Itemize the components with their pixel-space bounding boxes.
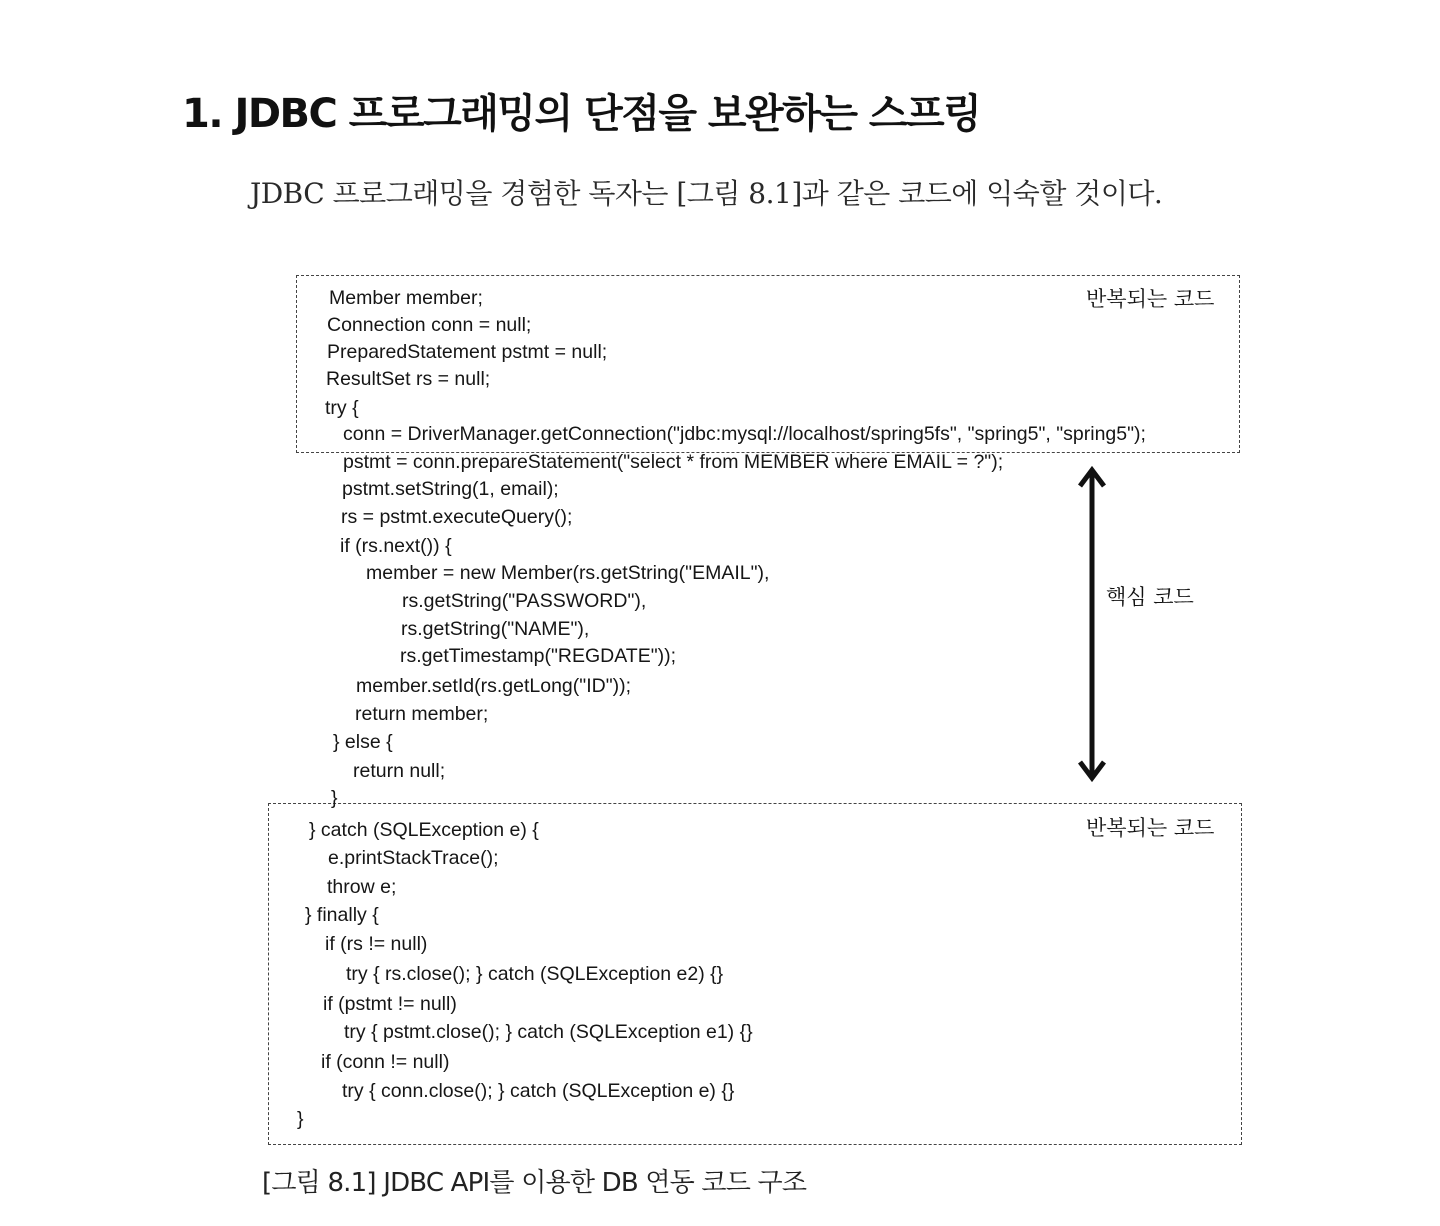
double-headed-vertical-arrow-icon	[1074, 462, 1110, 788]
code-line: rs.getString("PASSWORD"),	[402, 590, 647, 612]
code-line: member = new Member(rs.getString("EMAIL"),	[366, 562, 770, 584]
intro-paragraph: JDBC 프로그래밍을 경험한 독자는 [그림 8.1]과 같은 코드에 익숙할 것이다.	[250, 177, 1163, 210]
code-line: try { pstmt.close(); } catch (SQLException e1) {}	[344, 1021, 753, 1043]
code-line: } catch (SQLException e) {	[309, 819, 539, 841]
code-line: } else {	[333, 731, 393, 753]
code-line: PreparedStatement pstmt = null;	[327, 341, 608, 363]
code-line: member.setId(rs.getLong("ID"));	[356, 675, 632, 697]
code-line: rs.getString("NAME"),	[401, 618, 590, 640]
code-line: pstmt = conn.prepareStatement("select * from MEMBER where EMAIL = ?");	[343, 451, 1004, 473]
code-line: return null;	[353, 760, 446, 782]
repeated-code-label-top: 반복되는 코드	[1086, 287, 1215, 311]
code-line: throw e;	[327, 876, 397, 898]
code-line: Member member;	[329, 287, 483, 309]
code-line: return member;	[355, 703, 489, 725]
code-line: }	[297, 1108, 304, 1130]
code-line: conn = DriverManager.getConnection("jdbc:mysql://localhost/spring5fs", "spring5", "spring5");	[343, 423, 1146, 445]
code-line: pstmt.setString(1, email);	[342, 478, 559, 500]
code-line: if (conn != null)	[321, 1051, 450, 1073]
code-line: try { rs.close(); } catch (SQLException e2) {}	[346, 963, 724, 985]
code-line: if (pstmt != null)	[323, 993, 457, 1015]
code-line: }	[331, 787, 338, 809]
core-code-label: 핵심 코드	[1106, 585, 1194, 609]
code-line: rs.getTimestamp("REGDATE"));	[400, 645, 677, 667]
code-line: Connection conn = null;	[327, 314, 532, 336]
figure-caption: [그림 8.1] JDBC API를 이용한 DB 연동 코드 구조	[262, 1168, 807, 1198]
section-heading: 1. JDBC 프로그래밍의 단점을 보완하는 스프링	[182, 91, 981, 137]
code-line: if (rs != null)	[325, 933, 428, 955]
code-line: try {	[325, 397, 359, 419]
repeated-code-label-bottom: 반복되는 코드	[1086, 816, 1215, 840]
code-line: } finally {	[305, 904, 379, 926]
code-line: if (rs.next()) {	[340, 535, 452, 557]
code-line: e.printStackTrace();	[328, 847, 499, 869]
code-line: ResultSet rs = null;	[326, 368, 491, 390]
code-line: try { conn.close(); } catch (SQLException e) {}	[342, 1080, 735, 1102]
code-line: rs = pstmt.executeQuery();	[341, 506, 573, 528]
